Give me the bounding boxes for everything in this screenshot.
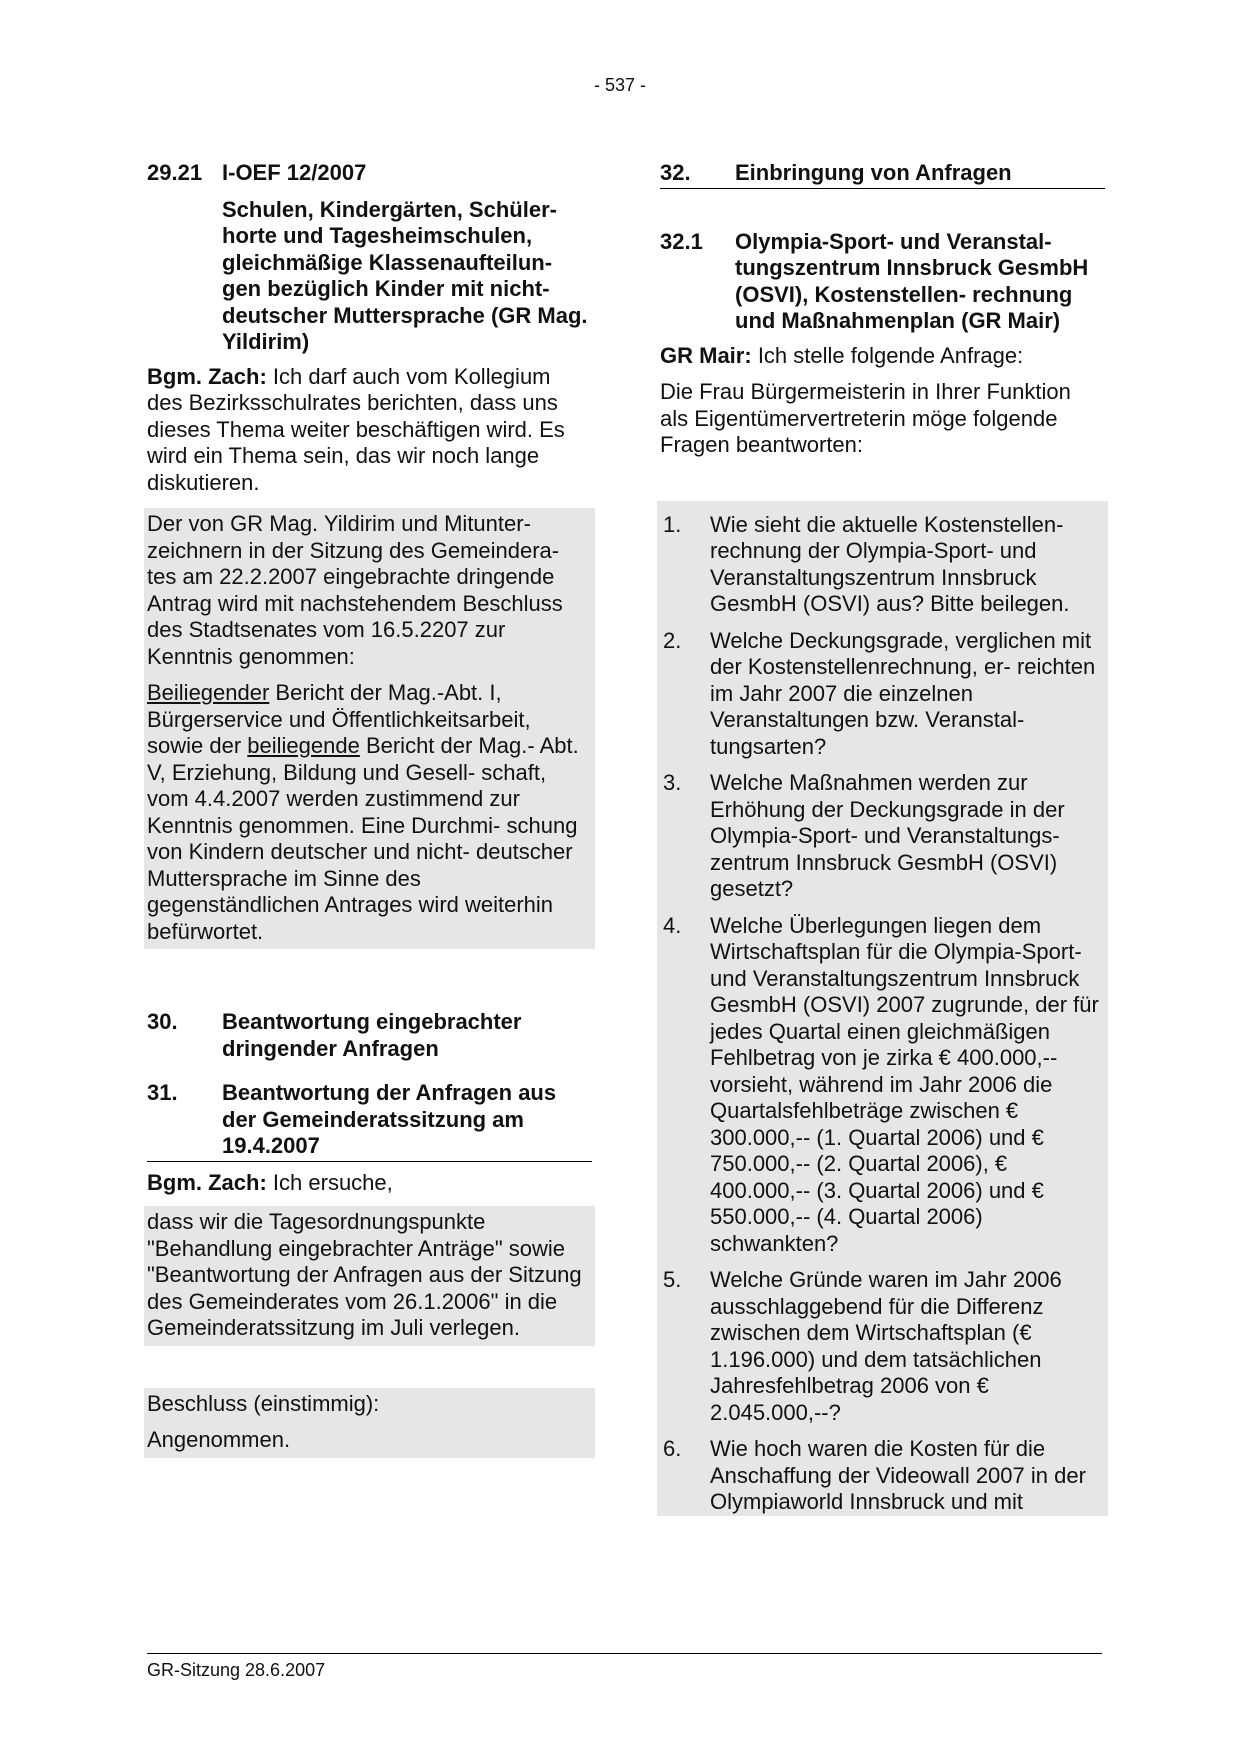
resolution-box <box>144 508 595 949</box>
speaker-label: Bgm. Zach: <box>147 363 267 389</box>
question-list <box>660 504 1105 1516</box>
underlined-word: Beiliegender <box>147 680 270 705</box>
speech-paragraph <box>660 343 1105 370</box>
heading-30: 30. Beantwortung eingebrachter dringender Anfragen <box>147 1009 522 1061</box>
heading-number: 29.21 <box>147 160 203 185</box>
resolution-detail: Beiliegender Bericht der Mag.-Abt. I, Bürgerservice und Öffentlichkeitsarbeit, sowie der beiliegende Bericht der Mag.- Abt. V, Erziehung, Bildung und Gesell- schaft, vom 4.4.2007 werden zustimmend zur Kenntnis genommen. Eine Durchmi- schung von Kindern deutscher und nicht- deutscher Muttersprache im Sinne des gegenständlichen Antrages wird weiterhin befürwortet. <box>147 680 579 944</box>
list-item: 3. Welche Maßnahmen werden zur Erhöhung der Deckungsgrade in der Olympia-Sport- und Veranstaltungs- zentrum Innsbruck GesmbH (OSVI) gesetzt? <box>663 770 1065 901</box>
page-footer: GR-Sitzung 28.6.2007 <box>147 1653 1102 1681</box>
list-item: 4. Welche Überlegungen liegen dem Wirtschaftsplan für die Olympia-Sport- und Veranstaltungszentrum Innsbruck GesmbH (OSVI) 2007 zugrunde, der für jedes Quartal einen gleichmäßigen Fehlbetrag von je zirka € 400.000,-- vorsieht, während im Jahr 2006 die Quartalsfehlbeträge zwischen € 300.000,-- (1. Quartal 2006) und € 750.000,-- (2. Quartal 2006), € 400.000,-- (3. Quartal 2006) und € 550.000,-- (4. Quartal 2006) schwankten? <box>663 912 1099 1256</box>
heading-32: 32. Einbringung von Anfragen <box>660 160 1105 189</box>
request-box: dass wir die Tagesordnungspunkte "Behandlung eingebrachter Anträge" sowie "Beantwortung der Anfragen aus der Sitzung des Gemeinderates vom 26.1.2006" in die Gemeinderatssitzung im Juli verlegen. <box>144 1206 595 1346</box>
speech-paragraph <box>147 1170 592 1197</box>
list-item: 1. Wie sieht die aktuelle Kostenstellen- rechnung der Olympia-Sport- und Veranstaltungszentrum Innsbruck GesmbH (OSVI) aus? Bitte beilegen. <box>663 511 1070 616</box>
speech-text: Ich darf auch vom Kollegium des Bezirksschulrates berichten, dass uns dieses Thema weiter beschäftigen wird. Es wird ein Thema sein, das wir noch lange diskutieren. <box>147 363 565 495</box>
speaker-label: GR Mair: <box>660 342 752 368</box>
list-item: 5. Welche Gründe waren im Jahr 2006 ausschlaggebend für die Differenz zwischen dem Wirtschaftsplan (€ 1.196.000) und dem tatsächlichen Jahresfehlbetrag 2006 von € 2.045.000,--? <box>663 1267 1062 1425</box>
speech-paragraph <box>147 364 592 497</box>
intro-paragraph: Die Frau Bürgermeisterin in Ihrer Funktion als Eigentümervertreterin möge folgende Fragen beantworten: <box>660 379 1071 457</box>
decision-label: Beschluss (einstimmig): <box>147 1390 380 1416</box>
page-number: - 537 - <box>593 75 647 95</box>
resolution-text: Der von GR Mag. Yildirim und Mitunter- zeichnern in der Sitzung des Gemeindera- tes am 22.2.2007 eingebrachte dringende Antrag wird mit nachstehendem Beschluss des Stadtsenates vom 16.5.2207 zur Kenntnis genommen: <box>147 511 563 669</box>
speech-text: Ich stelle folgende Anfrage: <box>757 342 1024 368</box>
underlined-word: beiliegende <box>247 733 360 758</box>
right-column <box>660 160 1105 1516</box>
questions-box <box>657 501 1108 1516</box>
heading-31: 31. Beantwortung der Anfragen aus der Gemeinderatssitzung am 19.4.2007 <box>147 1080 592 1162</box>
speaker-label: Bgm. Zach: <box>147 1169 267 1195</box>
list-item: 2. Welche Deckungsgrade, verglichen mit der Kostenstellenrechnung, er- reichten im Jahr 2007 die einzelnen Veranstaltungen bzw. Veranstal- tungsarten? <box>663 627 1096 759</box>
heading-title: I-OEF 12/2007 <box>222 160 367 185</box>
heading-32-1: 32.1 Olympia-Sport- und Veranstal- tungszentrum Innsbruck GesmbH (OSVI), Kostenstellen- rechnung und Maßnahmenplan (GR Mair) <box>660 228 1089 333</box>
decision-result: Angenommen. <box>147 1427 291 1452</box>
left-column <box>147 160 592 1458</box>
heading-29-21 <box>147 160 592 187</box>
list-item: 6. Wie hoch waren die Kosten für die Anschaffung der Videowall 2007 in der Olympiaworld Innsbruck und mit <box>663 1436 1086 1514</box>
subheading-29-21: Schulen, Kindergärten, Schüler- horte und Tagesheimschulen, gleichmäßige Klassenaufteilun- gen bezüglich Kinder mit nicht- deutscher Muttersprache (GR Mag. Yildirim) <box>222 196 588 354</box>
decision-box <box>144 1388 595 1458</box>
speech-text: Ich ersuche, <box>272 1169 393 1195</box>
